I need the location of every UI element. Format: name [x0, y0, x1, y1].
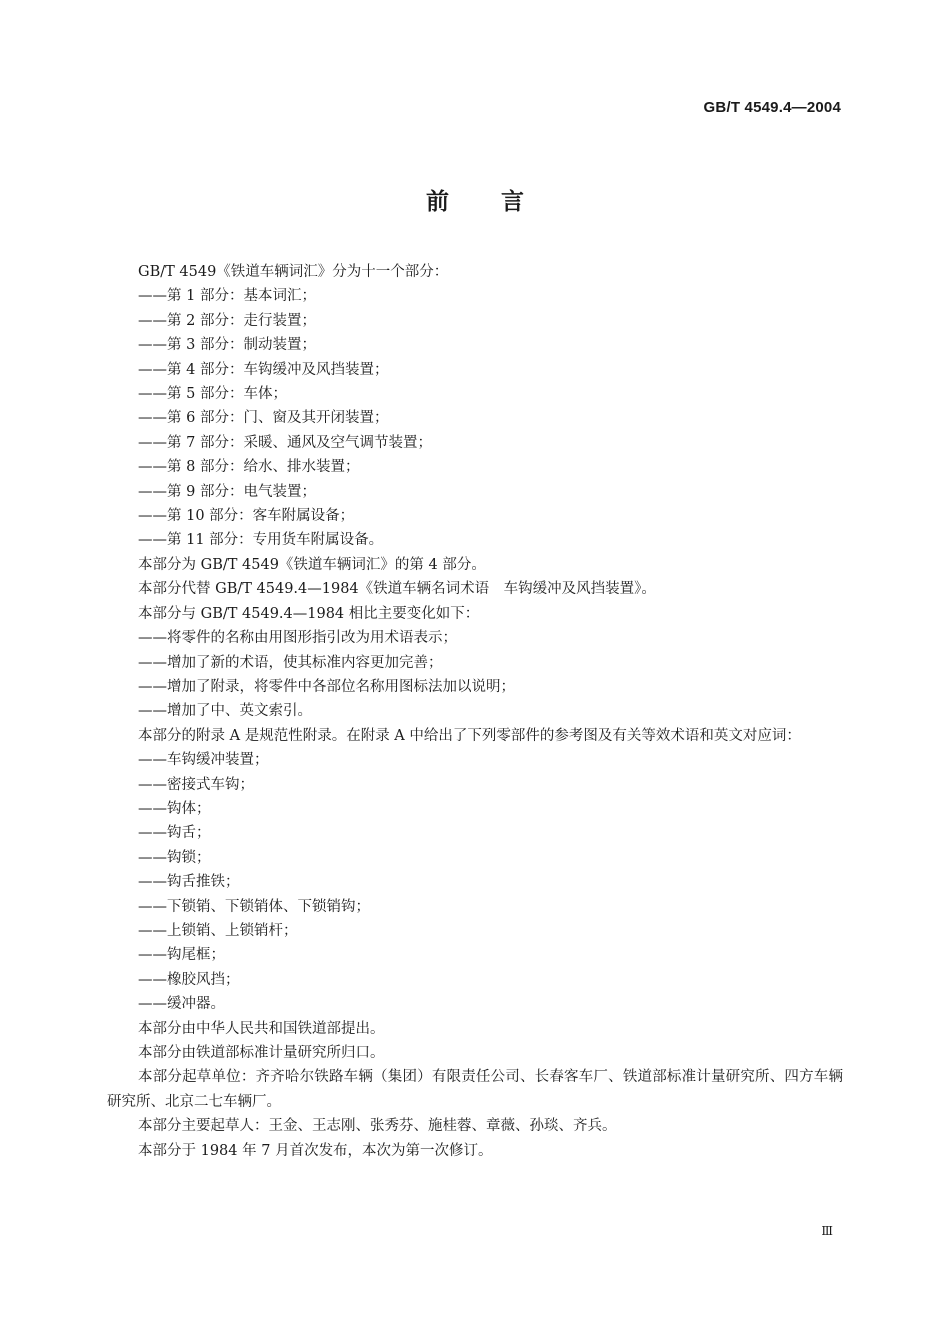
paragraph: 本部分代替 GB/T 4549.4—1984《铁道车辆名词术语 车钩缓冲及风挡装置》。 — [138, 581, 656, 598]
paragraph: 本部分由中华人民共和国铁道部提出。 — [138, 1020, 385, 1037]
paragraph: 本部分于 1984 年 7 月首次发布，本次为第一次修订。 — [138, 1142, 493, 1159]
list-item: ——第 10 部分：客车附属设备； — [138, 508, 355, 525]
list-item: ——第 5 部分：车体； — [138, 386, 287, 403]
list-item: ——第 3 部分：制动装置； — [138, 337, 316, 354]
list-item: ——第 1 部分：基本词汇； — [138, 288, 316, 305]
paragraph-intro: GB/T 4549《铁道车辆词汇》分为十一个部分： — [138, 264, 449, 280]
list-item: ——第 9 部分：电气装置； — [138, 483, 316, 500]
paragraph: 本部分的附录 A 是规范性附录。在附录 A 中给出了下列零部件的参考图及有关等效术语和英文对应词： — [138, 727, 801, 744]
list-item: ——第 4 部分：车钩缓冲及风挡装置； — [138, 361, 389, 378]
standard-code-header: GB/T 4549.4—2004 — [703, 99, 841, 116]
list-item: ——第 6 部分：门、窗及其开闭装置； — [138, 410, 389, 427]
list-item: ——钩尾框； — [138, 947, 225, 964]
list-item: ——密接式车钩； — [138, 776, 254, 793]
list-item: ——钩体； — [138, 800, 211, 817]
foreword-body — [107, 260, 843, 1163]
list-item: ——增加了新的术语，使其标准内容更加完善； — [138, 654, 443, 671]
page-number: Ⅲ — [821, 1224, 833, 1238]
list-item: ——缓冲器。 — [138, 996, 225, 1013]
list-item: ——增加了附录，将零件中各部位名称用图标法加以说明； — [138, 678, 515, 695]
list-item: ——钩舌； — [138, 825, 211, 842]
list-item: ——第 2 部分：走行装置； — [138, 312, 316, 329]
paragraph: 本部分由铁道部标准计量研究所归口。 — [138, 1045, 385, 1061]
list-item: ——橡胶风挡； — [138, 971, 240, 988]
list-item: ——上锁销、上锁销杆； — [138, 922, 298, 939]
list-item: ——第 7 部分：采暖、通风及空气调节装置； — [138, 434, 432, 451]
paragraph: 本部分与 GB/T 4549.4—1984 相比主要变化如下： — [138, 605, 480, 622]
list-item: ——第 8 部分：给水、排水装置； — [138, 459, 360, 476]
list-item: ——第 11 部分：专用货车附属设备。 — [138, 532, 384, 549]
paragraph: 本部分为 GB/T 4549《铁道车辆词汇》的第 4 部分。 — [138, 556, 486, 573]
list-item: ——钩锁； — [138, 849, 211, 866]
list-item: ——下锁销、下锁销体、下锁销钩； — [138, 898, 370, 915]
paragraph: 本部分主要起草人：王金、王志刚、张秀芬、施桂蓉、章薇、孙琰、齐兵。 — [138, 1118, 617, 1135]
list-item: ——车钩缓冲装置； — [138, 752, 269, 769]
list-item: ——钩舌推铁； — [138, 874, 240, 891]
page-title: 前言 — [426, 189, 576, 215]
paragraph: 本部分起草单位：齐齐哈尔铁路车辆（集团）有限责任公司、长春客车厂、铁道部标准计量研究所、四方车辆研究所、北京二七车辆厂。 — [107, 1069, 843, 1110]
list-item: ——增加了中、英文索引。 — [138, 703, 312, 720]
list-item: ——将零件的名称由用图形指引改为用术语表示； — [138, 630, 457, 647]
